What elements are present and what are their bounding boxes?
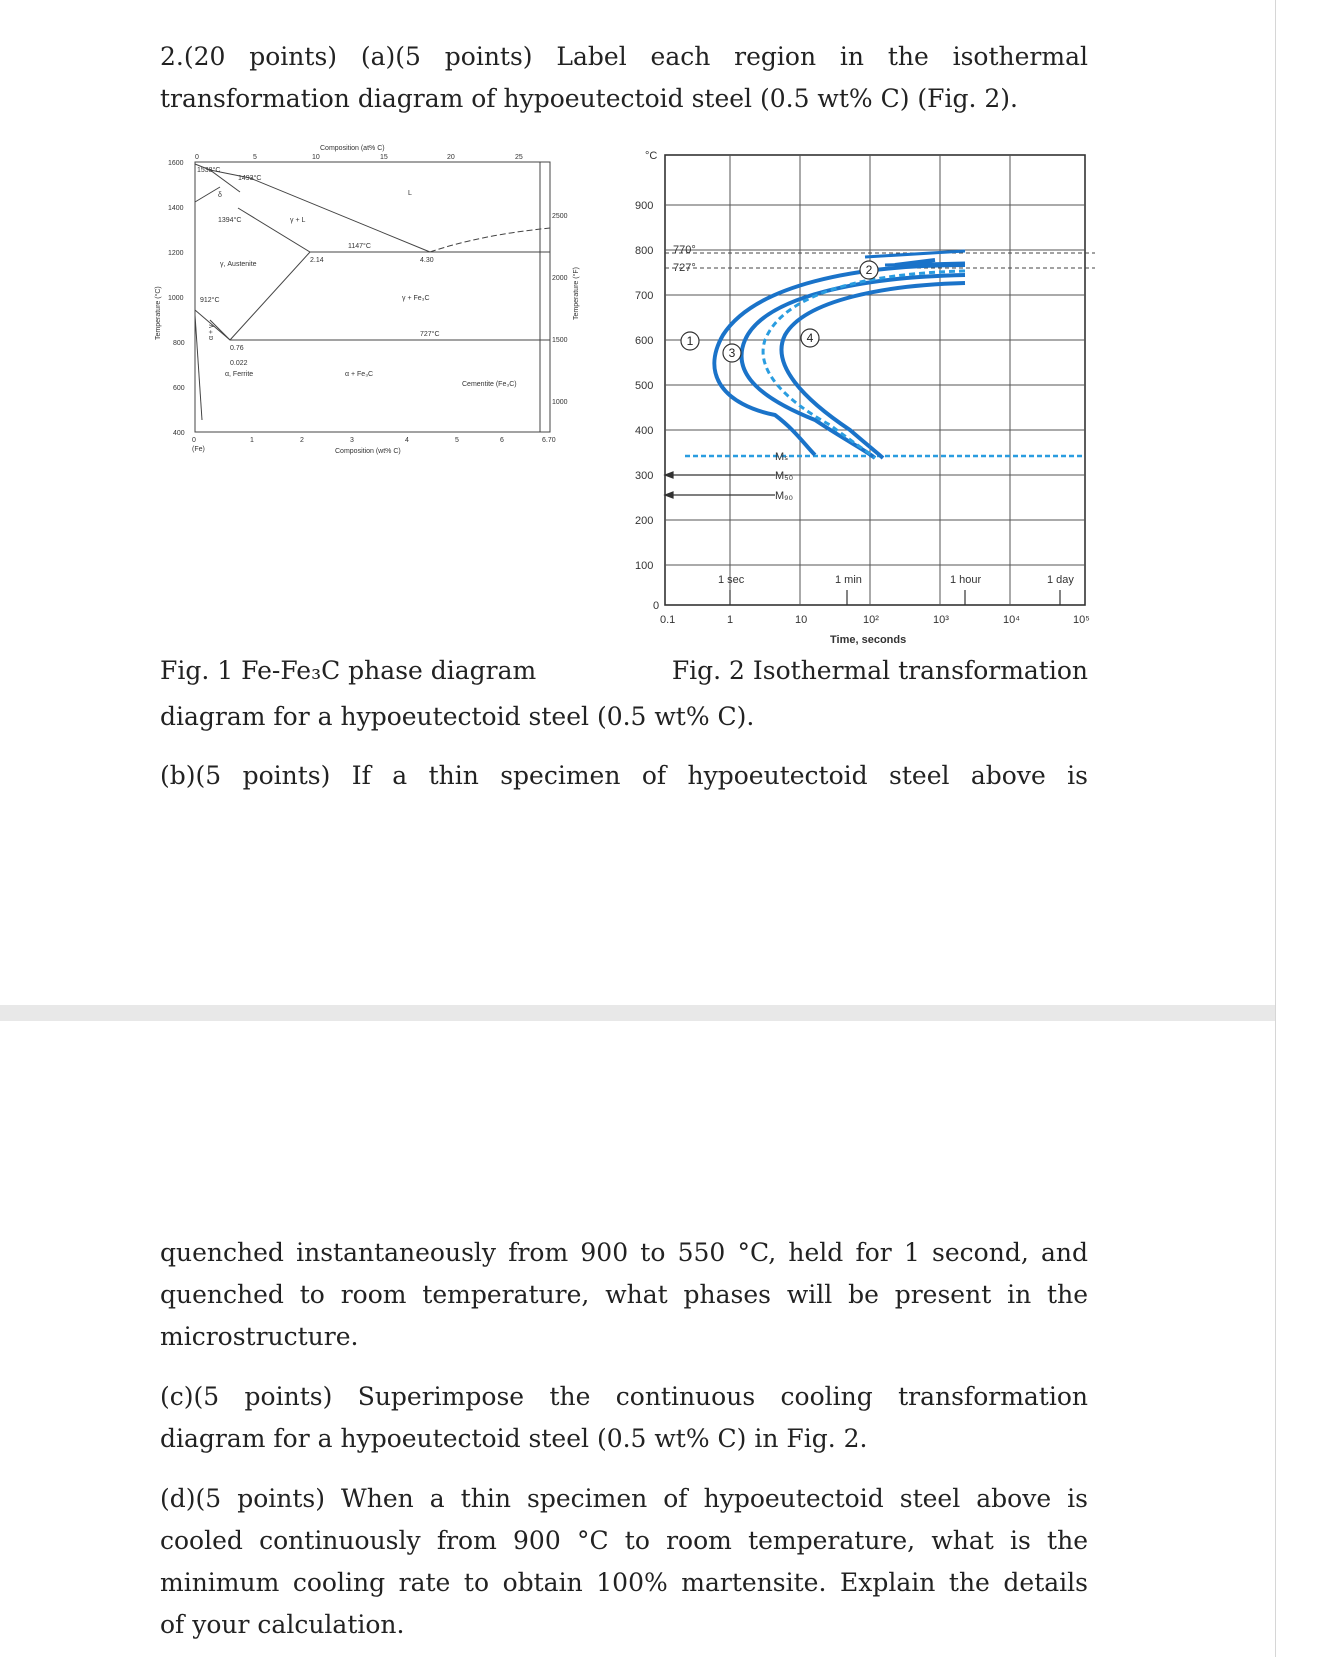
fig1-frame [195, 162, 550, 432]
fig1-phase-diagram [150, 140, 580, 460]
figure-captions [160, 656, 1088, 685]
fig1-label-1493: 1493°C [238, 175, 262, 182]
fig1-bottom-tick: 5 [455, 437, 459, 444]
fig1-left-tick: 1600 [168, 160, 184, 167]
question-line-1: 2.(20 points) (a)(5 points) Label each region in the isothermal [160, 42, 1088, 71]
fig1-right-axis-title: Temperature (°F) [573, 267, 580, 320]
fig2-time-mark: 1 sec [718, 574, 745, 586]
fig1-label-0022: 0.022 [230, 360, 248, 367]
fig2-ms-label: Mₛ [775, 451, 789, 463]
fig2-region-3: 3 [728, 346, 736, 360]
part-b-line-1: (b)(5 points) If a thin specimen of hypoeutectoid steel above is [160, 761, 1088, 790]
fig2-x-tick: 10⁵ [1073, 614, 1090, 626]
fig2-time-mark: 1 day [1047, 574, 1074, 586]
fig2-y-tick: 200 [635, 515, 654, 527]
fig1-label-214: 2.14 [310, 257, 324, 264]
fig1-label-727: 727°C [420, 331, 440, 338]
fig1-label-alpha-gamma: α + γ [208, 324, 215, 340]
part-d-line-3: minimum cooling rate to obtain 100% martensite. Explain the details [160, 1568, 1088, 1597]
fig1-left-tick: 1000 [168, 295, 184, 302]
fig1-label-430: 4.30 [420, 257, 434, 264]
fig2-y-tick: 500 [635, 380, 654, 392]
fig2-y-tick: 100 [635, 560, 654, 572]
part-d-line-4: of your calculation. [160, 1610, 405, 1639]
fig1-bottom-tick: 1 [250, 437, 254, 444]
fig1-label-gamma-fe3c: γ + Fe₃C [402, 295, 430, 302]
fig1-label-076: 0.76 [230, 345, 244, 352]
fig2-unit: °C [645, 150, 658, 162]
fig1-label-cementite: Cementite (Fe₃C) [462, 381, 517, 388]
fig1-top-tick: 25 [515, 154, 523, 161]
page-gutter [1275, 0, 1328, 1657]
fig2-x-tick: 10⁴ [1003, 614, 1020, 626]
fig1-left-tick: 600 [173, 385, 185, 392]
fig2-y-tick: 400 [635, 425, 654, 437]
fig1-left-tick: 400 [173, 430, 185, 437]
fig1-top-tick: 0 [195, 154, 199, 161]
fig2-y-tick: 600 [635, 335, 654, 347]
fig1-label-1147: 1147°C [348, 243, 371, 250]
fig2-caption: Fig. 2 Isothermal transformation [671, 656, 1088, 685]
fig2-time-mark: 1 min [835, 574, 862, 586]
part-c-line-2: diagram for a hypoeutectoid steel (0.5 wt% C) in Fig. 2. [160, 1424, 868, 1453]
fig2-label-770: 770° [673, 244, 696, 256]
fig1-top-axis-title: Composition (at% C) [320, 145, 385, 152]
question-line-2: transformation diagram of hypoeutectoid steel (0.5 wt% C) (Fig. 2). [160, 84, 1019, 113]
fig1-right-tick: 2000 [552, 275, 568, 282]
fig1-label-delta: δ [218, 192, 222, 199]
part-b-line-2: quenched instantaneously from 900 to 550 °C, held for 1 second, and [160, 1238, 1088, 1267]
fig2-m50-label: M₅₀ [775, 470, 794, 482]
fig2-x-tick: 10² [863, 614, 879, 626]
fig1-caption: Fig. 1 Fe-Fe₃C phase diagram [160, 656, 537, 685]
fig1-label-912: 912°C [200, 297, 220, 304]
fig2-y-tick: 800 [635, 245, 654, 257]
fig1-bottom-tick: 4 [405, 437, 409, 444]
fig1-bottom-tick: 3 [350, 437, 354, 444]
fig1-top-tick: 15 [380, 154, 388, 161]
fig1-right-tick: 1000 [552, 399, 568, 406]
fig2-m90-label: M₉₀ [775, 490, 794, 502]
fig2-x-title: Time, seconds [830, 634, 907, 646]
fig1-label-ferrite: α, Ferrite [225, 371, 254, 378]
part-d-line-1: (d)(5 points) When a thin specimen of hypoeutectoid steel above is [160, 1484, 1088, 1513]
fig2-frame [665, 155, 1085, 605]
fig2-isothermal-diagram [635, 145, 1095, 655]
fig2-y-tick: 0 [653, 600, 660, 612]
fig1-bottom-tick: 2 [300, 437, 304, 444]
fig2-c-curves [714, 260, 965, 458]
part-c-line-1: (c)(5 points) Superimpose the continuous cooling transformation [160, 1382, 1088, 1411]
fig1-bottom-tick: 6.70 [542, 437, 556, 444]
fig1-bottom-tick: 0 [192, 437, 196, 444]
caption-line-2: diagram for a hypoeutectoid steel (0.5 wt% C). [160, 702, 755, 731]
fig1-label-gamma-l: γ + L [290, 217, 306, 224]
fig2-region-2: 2 [865, 263, 873, 277]
fig1-right-tick: 1500 [552, 337, 568, 344]
fig1-left-axis-title: Temperature (°C) [155, 286, 162, 340]
fig1-right-tick: 2500 [552, 213, 568, 220]
fig1-bottom-tick: 6 [500, 437, 504, 444]
fig2-y-tick: 300 [635, 470, 654, 482]
fig1-label-alpha-fe3c: α + Fe₃C [345, 371, 374, 378]
fig1-bottom-axis-title: Composition (wt% C) [335, 448, 401, 455]
fig2-y-tick: 700 [635, 290, 654, 302]
fig1-label-austenite: γ, Austenite [220, 261, 257, 268]
fig2-y-tick: 900 [635, 200, 654, 212]
fig1-fe-label: (Fe) [192, 446, 205, 453]
part-b-line-4: microstructure. [160, 1322, 359, 1351]
fig1-label-1394: 1394°C [218, 217, 242, 224]
part-b-line-3: quenched to room temperature, what phases will be present in the [160, 1280, 1088, 1309]
fig2-label-727: 727° [673, 262, 696, 274]
fig2-x-tick: 1 [727, 614, 734, 626]
fig2-region-1: 1 [686, 334, 694, 348]
fig2-x-tick: 10 [795, 614, 808, 626]
fig2-region-4: 4 [806, 331, 814, 345]
fig1-label-1538: 1538°C [197, 167, 221, 174]
fig1-left-tick: 1200 [168, 250, 184, 257]
fig1-label-liquid: L [408, 190, 412, 197]
fig1-left-tick: 800 [173, 340, 185, 347]
fig2-x-tick: 10³ [933, 614, 949, 626]
fig1-top-tick: 20 [447, 154, 455, 161]
fig1-top-tick: 5 [253, 154, 257, 161]
fig1-top-tick: 10 [312, 154, 320, 161]
fig2-x-tick: 0.1 [660, 614, 676, 626]
part-d-line-2: cooled continuously from 900 °C to room temperature, what is the [160, 1526, 1088, 1555]
fig2-time-mark: 1 hour [950, 574, 982, 586]
fig1-left-tick: 1400 [168, 205, 184, 212]
